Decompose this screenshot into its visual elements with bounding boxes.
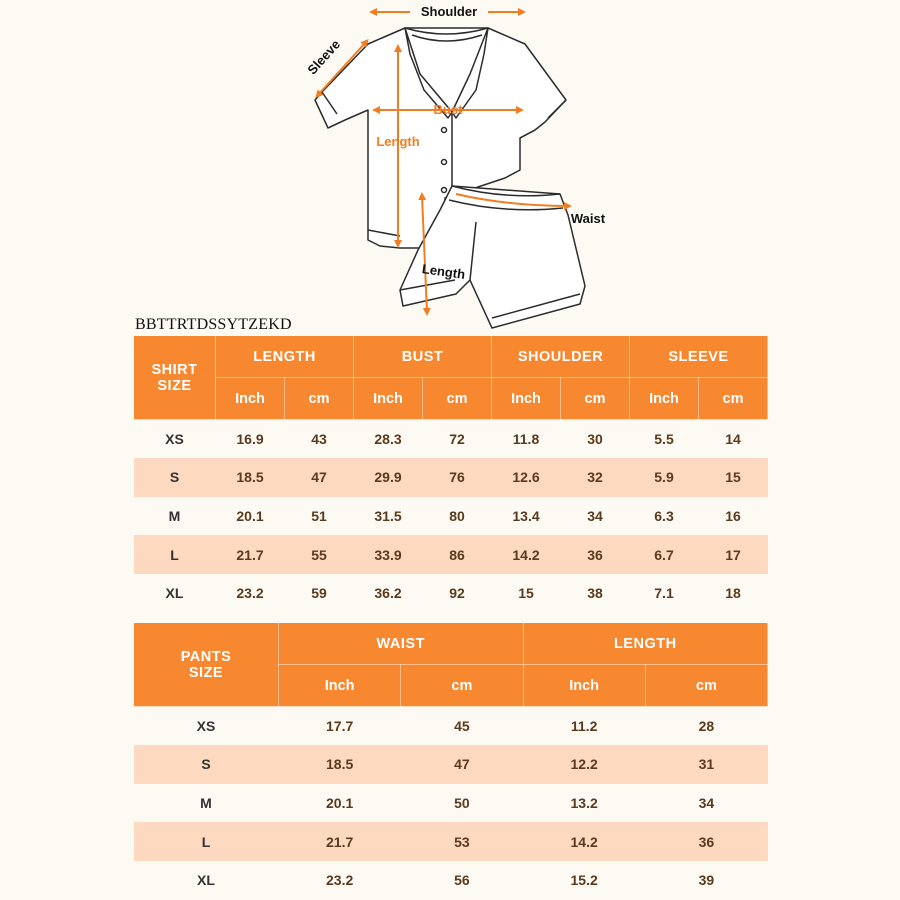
measurement-cell: 6.3: [654, 507, 674, 524]
measurement-cell: 33.9: [354, 535, 423, 574]
measurement-cell: 34: [698, 794, 715, 811]
measurement-cell: 56: [454, 872, 470, 889]
measurement-cell: 18.5: [279, 745, 401, 784]
size-cell: L: [134, 822, 279, 861]
measurement-cell: 11.2: [570, 718, 598, 735]
measurement-cell: 28: [698, 718, 715, 735]
measurement-cell: 16: [725, 507, 741, 524]
measurement-cell: 30: [587, 431, 603, 448]
waist-label: Waist: [570, 211, 606, 226]
size-cell: XS: [196, 718, 216, 735]
measurement-cell: 14.2: [492, 535, 561, 574]
measurement-cell: 15.2: [570, 872, 598, 889]
measurement-cell: 55: [285, 535, 354, 574]
unit-header: cm: [285, 378, 354, 420]
group-header: WAIST: [279, 623, 524, 665]
measurement-cell: 50: [454, 794, 470, 811]
size-cell: M: [200, 794, 212, 811]
measurement-cell: 23.2: [236, 585, 264, 602]
table-row: [134, 420, 768, 459]
measurement-cell: 47: [401, 745, 523, 784]
measurement-cell: 21.7: [216, 535, 285, 574]
unit-header: Inch: [354, 378, 423, 420]
table-row: [134, 822, 768, 861]
table-row: [134, 574, 768, 613]
measurement-cell: 45: [454, 718, 470, 735]
measurement-cell: 31.5: [374, 507, 402, 524]
table-row: [134, 497, 768, 536]
table-row: [134, 707, 768, 746]
measurement-cell: 17.7: [326, 718, 354, 735]
measurement-cell: 28.3: [374, 431, 402, 448]
size-cell: S: [134, 745, 279, 784]
measurement-cell: 80: [449, 507, 465, 524]
table-row: [134, 458, 768, 497]
measurement-cell: 21.7: [279, 822, 401, 861]
measurement-cell: 17: [699, 535, 768, 574]
measurement-cell: 39: [698, 872, 715, 889]
pants-size-header: PANTS SIZE: [134, 623, 279, 707]
measurement-cell: 13.2: [570, 794, 598, 811]
measurement-cell: 5.5: [654, 431, 674, 448]
group-header: LENGTH: [216, 336, 354, 378]
measurement-cell: 12.2: [523, 745, 645, 784]
measurement-cell: 16.9: [236, 431, 264, 448]
table-row: [134, 535, 768, 574]
measurement-cell: 23.2: [326, 872, 354, 889]
measurement-cell: 6.7: [630, 535, 699, 574]
size-cell: XS: [165, 431, 184, 448]
size-cell: L: [134, 535, 216, 574]
measurement-cell: 12.6: [492, 458, 561, 497]
measurement-cell: 76: [423, 458, 492, 497]
measurement-cell: 38: [587, 585, 603, 602]
unit-header: cm: [561, 378, 630, 420]
unit-header: cm: [699, 378, 768, 420]
measurement-cell: 51: [311, 507, 327, 524]
unit-header: cm: [401, 665, 523, 707]
measurement-cell: 20.1: [326, 794, 354, 811]
measurement-cell: 20.1: [236, 507, 264, 524]
measurement-cell: 59: [311, 585, 327, 602]
measurement-cell: 36: [645, 822, 767, 861]
size-cell: XL: [165, 585, 184, 602]
measurement-cell: 11.8: [512, 431, 540, 448]
table-row: [134, 784, 768, 823]
measurement-cell: 29.9: [354, 458, 423, 497]
pants-size-table: [133, 622, 768, 899]
unit-header: cm: [423, 378, 492, 420]
garment-measurement-illustration: [300, 0, 630, 330]
measurement-cell: 34: [587, 507, 603, 524]
shirt-size-header: SHIRT SIZE: [134, 336, 216, 420]
measurement-cell: 15: [518, 585, 534, 602]
bust-label: Bust: [433, 102, 463, 117]
measurement-cell: 36: [561, 535, 630, 574]
measurement-cell: 15: [699, 458, 768, 497]
pants-length-label: Length: [421, 261, 467, 282]
group-header: SHOULDER: [492, 336, 630, 378]
measurement-cell: 36.2: [374, 585, 402, 602]
group-header: SLEEVE: [630, 336, 768, 378]
unit-header: Inch: [279, 665, 401, 707]
measurement-cell: 86: [423, 535, 492, 574]
unit-header: cm: [645, 665, 767, 707]
measurement-cell: 5.9: [630, 458, 699, 497]
table-row: [134, 745, 768, 784]
unit-header: Inch: [492, 378, 561, 420]
unit-header: Inch: [216, 378, 285, 420]
measurement-cell: 14.2: [523, 822, 645, 861]
measurement-cell: 43: [311, 431, 327, 448]
measurement-cell: 72: [449, 431, 465, 448]
measurement-cell: 92: [449, 585, 465, 602]
size-cell: XL: [197, 872, 215, 889]
measurement-cell: 47: [285, 458, 354, 497]
measurement-cell: 7.1: [654, 585, 674, 602]
measurement-cell: 31: [645, 745, 767, 784]
size-cell: M: [168, 507, 181, 524]
size-cell: S: [134, 458, 216, 497]
measurement-cell: 18: [725, 585, 741, 602]
table-row: [134, 861, 768, 900]
measurement-cell: 32: [561, 458, 630, 497]
unit-header: Inch: [630, 378, 699, 420]
measurement-cell: 14: [725, 431, 741, 448]
shirt-size-table: [133, 335, 768, 612]
measurement-cell: 18.5: [216, 458, 285, 497]
sleeve-label: Sleeve: [304, 36, 344, 78]
measurement-cell: 53: [401, 822, 523, 861]
shoulder-label: Shoulder: [420, 4, 478, 19]
shirt-length-label: Length: [376, 134, 420, 149]
group-header: LENGTH: [523, 623, 768, 665]
unit-header: Inch: [523, 665, 645, 707]
product-code: BBTTRTDSSYTZEKD: [135, 316, 292, 333]
group-header: BUST: [354, 336, 492, 378]
measurement-cell: 13.4: [512, 507, 540, 524]
